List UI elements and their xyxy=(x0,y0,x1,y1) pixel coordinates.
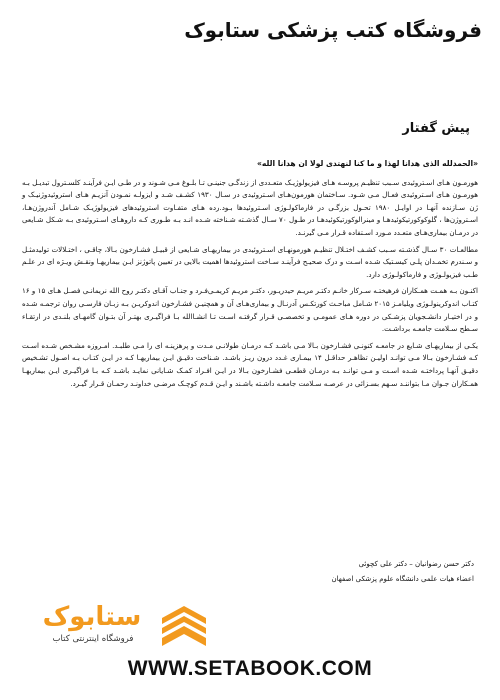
paragraph: یکـی از بیماریهـای شـایع در جامعـه کنونـی فشـارخون بـالا مـی باشـد کـه درمـان طولانـی مـدت و پرهزینـه ای را مـی طلبـد. امـروزه مشـخص شـده اسـت کـه فشـارخون بـالا مـی توانـد اولیـن تظاهـر حداقـل ۱۴ بیمـاری غـدد درون ریـز باشـد. شـناخت دقیـق ایـن بیماریهـا کـه در ایـن کتـاب بـه اصـول تشـخیص دقیـق آنهـا پرداختـه شـده اسـت و مـی توانـد بـه درمـان قطعـی فشـارخون بـالا در ایـن افـراد کمـک شـایانی نمایـد باشـد کـه بـا فراگیـری ایـن بیماریهـا همـکاران جـوان مـا بتواننـد سـهم بسـزائی در عرصـه سـلامت جامعـه داشـته باشـند و ایـن قـدم کوچـک مرضـی خداونـد رحمـان قـرار گیـرد. xyxy=(22,340,478,388)
paragraph: مطالعـات ۳۰ سـال گذشـته سـبب کشـف اختـلال تنظیـم هورمونهـای اسـتروئیدی در بیماریهـای شـایعی از قبیـل فشـارخون بـالا، چاقـی ، اختـلالات تولیدمثـل و سـندرم تخمـدان پلـی کیسـتیک شـده اسـت و درک صحیـح فرآینـد سـاخت استروئیدها اهمیت بالایی در تعیین پاتوژنز ایـن بیماریهـا ونقـش ویـژه ای در علـم طـب فیزیولـوژی و فارماکولـوژی دارد. xyxy=(22,244,478,279)
preface-body xyxy=(22,158,478,394)
logo-wordmark: ستابوک xyxy=(42,602,142,632)
store-title: فروشگاه کتب پزشکی ستابوک xyxy=(184,18,482,42)
book-chevron-logo-icon xyxy=(158,600,210,652)
signature-affiliation: اعضاء هیات علمی دانشگاه علوم پزشکی اصفهان xyxy=(331,575,474,583)
paragraph: هورمـون هـای اسـتروئیدی سـبب تنظیـم پروسـه هـای فیزیولوژیـک متعـددی از زندگـی جنینـی تـا بلـوغ مـی شـوند و در طـی ایـن فرآینـد کلسـترول تبدیـل بـه هورمـون هـای اسـتروئیدی فعـال مـی شـود. سـاختمان هورمون‌هـای اسـتروئیدی در سـال ۱۹۳۰ کشـف شـد و ایزولـه نمـودن آنزیـم هـای استروئیدوژنیـک و ژن سـازنده آنهـا در اوایـل ۱۹۸۰ تحـول بزرگـی در فارماکولـوژی اسـتروئیدها بـود.رده هـای متفـاوت استروئیدهای فیزیولوژیـک شـامل آندروژن‌هـا، اسـتروژن‌ها ، گلوکوکورتیکوئیدهـا و مینرالوکورتیکوئیدهـا در طـول ۷۰ سـال گذشـته شـناخته شـده انـد بـه طـوری کـه داروهـای اسـتروئیدی بـه شـکل شـایعی در درمـان بیماری‌هـای متعـدد مـورد اسـتفاده قـرار مـی گیرنـد. xyxy=(22,177,479,237)
opening-verse: «الحمدلله الذی هدانا لهذا و ما کنا لنهتدی لولا ان هدانا الله» xyxy=(257,159,478,168)
signature xyxy=(331,557,474,587)
logo-subtitle: فروشگاه اینترنتی کتاب xyxy=(52,634,134,644)
signature-authors: دکتر حسن رضوانیان – دکتر علی کچوئی xyxy=(358,560,474,568)
paragraph: اکنـون بـه همـت همـکاران فرهیختـه سـرکار خانـم دکتـر مریـم حیدریـور، دکتـر مریـم کریمـی‌فـرد و جنـاب آقـای دکتـر روح الله نریمانـی فصـل هـای ۱۵ و ۱۶ کتـاب اندوکرینولـوژی ویلیامـز ۲۰۱۵ شـامل مباحـث کورتکـس آدرنـال و بیماری‌هـای آن و همچنیـن فشـارخون اندوکریـن بـه زبـان فارسـی روان ترجمـه شـده و در اختیـار دانشـجویان پزشـکی در دوره هـای عمومـی و تخصصـی قـرار گرفتـه اسـت تـا انشـاالله بـا فراگیـری بهتـر آن بتـوان گامهـای بلنـدی در ارتقـاء سـطح سـلامت جامعـه برداشـت. xyxy=(22,286,479,334)
website-url: WWW.SETABOOK.COM xyxy=(127,657,373,680)
setabook-logo xyxy=(30,600,210,650)
section-title: پیش گفتار xyxy=(402,121,470,136)
